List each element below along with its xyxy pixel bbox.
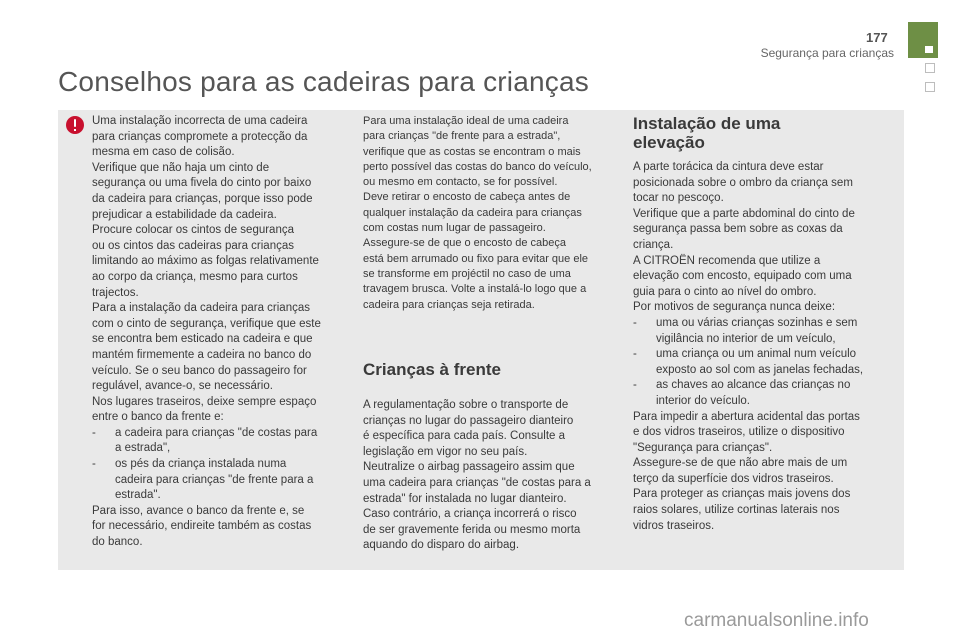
chapter-tab[interactable]: [908, 22, 938, 58]
front-text: A regulamentação sobre o transporte de crianças no lugar do passageiro dianteiro é específica para cada país. Consulte a legislação em vigor no seu país. Neutralize o airbag passageiro assim que uma cadeira para crianças "de costas para a estrada" for instalada no lugar dianteiro. Caso contrário, a criança incorrerá o risco de ser gravemente ferida ou mesmo morta aquando do disparo do airbag.: [363, 399, 591, 552]
column-booster: [633, 160, 885, 534]
watermark: carmanualsonline.info: [684, 610, 869, 631]
list-item: - as chaves ao alcance das crianças no interior do veículo.: [633, 378, 885, 409]
warning-intro: Uma instalação incorrecta de uma cadeira para crianças compromete a protecção da mesma em caso de colisão. Verifique que não haja um cinto de segurança ou uma fivela do cinto por baixo da cadeira para crianças, porque isso pode prejudicar a estabilidade da cadeira. Procure colocar os cintos de segurança ou os cintos das cadeiras para crianças limitando ao máximo as folgas relativamente ao corpo da criança, mesmo para curtos trajectos. Para a instalação da cadeira para crianças com o cinto de segurança, verifique que este se encontra bem esticado na cadeira e que mantém firmemente a cadeira no banco do veículo. Se o seu banco do passageiro for regulável, avance-o, se necessário. Nos lugares traseiros, deixe sempre espaço entre o banco da frente e:: [92, 115, 321, 424]
list-item: - uma criança ou um animal num veículo exposto ao sol com as janelas fechadas,: [633, 347, 885, 378]
heading-instalacao-elevacao: Instalação de uma elevação: [633, 114, 781, 152]
chapter-tab-empty-1[interactable]: [925, 63, 935, 73]
list-item: - a cadeira para crianças "de costas para a estrada",: [92, 426, 344, 457]
column-front: [363, 398, 613, 554]
column-warning: [92, 114, 344, 551]
page-number: 177: [866, 30, 888, 45]
booster-outro: Para impedir a abertura acidental das portas e dos vidros traseiros, utilize o dispositivo "Segurança para crianças". Assegure-se de que não abre mais de um terço da superfície dos vidros traseiros. Para proteger as crianças mais jovens dos raios solares, utilize cortinas laterais nos vidros traseiros.: [633, 410, 860, 532]
headrest-text: Para uma instalação ideal de uma cadeira para crianças "de frente para a estrada", verifique que as costas se encontram o mais perto possível das costas do banco do veículo, ou mesmo em contacto, se for possível. Deve retirar o encosto de cabeça antes de qualquer instalação da cadeira para crianças com costas num lugar de passageiro. Assegure-se de que o encosto de cabeça está bem arrumado ou fixo para evitar que ele se transforme em projéctil no caso de uma travagem brusca. Volte a instalá-lo logo que a cadeira para crianças seja retirada.: [363, 115, 592, 311]
column-headrest: [363, 114, 613, 313]
warning-outro: Para isso, avance o banco da frente e, se for necessário, endireite também as costas do banco.: [92, 504, 312, 549]
tab-marker-icon: [925, 46, 933, 53]
chapter-tab-empty-2[interactable]: [925, 82, 935, 92]
section-name: Segurança para crianças: [760, 46, 894, 60]
warning-list: [92, 426, 344, 504]
heading-criancas-frente: Crianças à frente: [363, 360, 501, 379]
booster-list: [633, 316, 885, 410]
list-item: - uma ou várias crianças sozinhas e sem vigilância no interior de um veículo,: [633, 316, 885, 347]
warning-icon: [66, 116, 84, 134]
list-item: - os pés da criança instalada numa cadeira para crianças "de frente para a estrada".: [92, 457, 344, 504]
booster-intro: A parte torácica da cintura deve estar posicionada sobre o ombro da criança sem tocar no pescoço. Verifique que a parte abdominal do cinto de segurança passa bem sobre as coxas da criança. A CITROËN recomenda que utilize a elevação com encosto, equipado com uma guia para o cinto ao nível do ombro. Por motivos de segurança nunca deixe:: [633, 161, 855, 314]
page-title: Conselhos para as cadeiras para crianças: [58, 66, 589, 97]
